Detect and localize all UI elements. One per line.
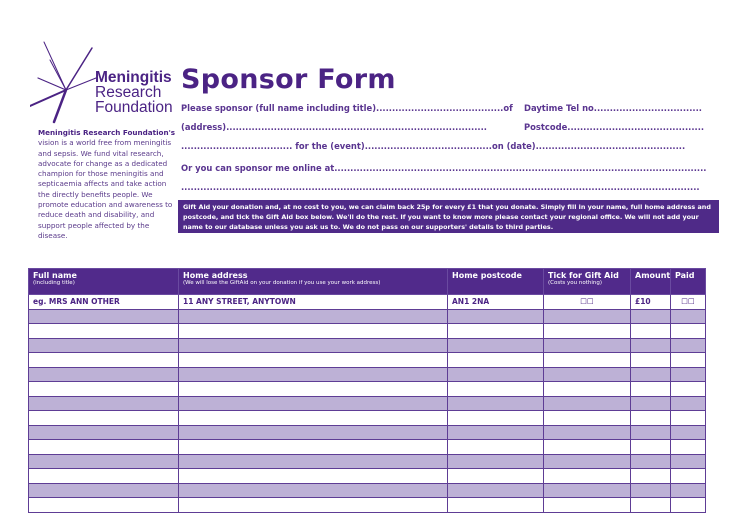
cell-home-address[interactable] — [179, 411, 448, 426]
table-row — [29, 353, 706, 368]
vision-text: vision is a world free from meningitis and sepsis. We fund vital research, advocate for change as a dedicated champion for those meningitis and septicaemia affects and take action the directly benefits people. We promote education and awareness to reduce death and disability, and support people affected by the disease. — [38, 138, 173, 240]
cell-home-address[interactable] — [179, 469, 448, 484]
example-home-address: 11 ANY STREET, ANYTOWN — [179, 295, 448, 310]
address-field[interactable]: (address).................................................................................. — [181, 122, 487, 132]
sponsor-name-field[interactable]: Please sponsor (full name including title)........................................of — [181, 103, 513, 113]
cell-full-name[interactable] — [29, 338, 179, 353]
example-paid: ☐☐ — [671, 295, 706, 310]
header-label: Home postcode — [452, 271, 522, 280]
cell-amount[interactable] — [631, 324, 671, 339]
cell-full-name[interactable] — [29, 425, 179, 440]
cell-full-name[interactable] — [29, 309, 179, 324]
event-date-field[interactable]: ................................... for the (event)........................................on (date)............................................... — [181, 141, 686, 151]
cell-home-postcode[interactable] — [448, 483, 544, 498]
cell-paid[interactable] — [671, 454, 706, 469]
cell-paid[interactable] — [671, 309, 706, 324]
online-url-field[interactable]: Or you can sponsor me online at..................................................................................................................... — [181, 163, 707, 173]
cell-paid[interactable] — [671, 425, 706, 440]
cell-home-postcode[interactable] — [448, 324, 544, 339]
header-sublabel: (including title) — [33, 280, 75, 286]
table-row — [29, 367, 706, 382]
cell-gift-aid[interactable] — [544, 309, 631, 324]
cell-amount[interactable] — [631, 425, 671, 440]
cell-amount[interactable] — [631, 483, 671, 498]
cell-home-address[interactable] — [179, 396, 448, 411]
header-sublabel: (We will lose the GiftAid on your donation if you use your work address) — [183, 280, 381, 286]
cell-full-name[interactable] — [29, 411, 179, 426]
logo-line2: Research — [95, 84, 162, 101]
header-label: Amount — [635, 271, 671, 280]
table-row — [29, 454, 706, 469]
cell-home-postcode[interactable] — [448, 454, 544, 469]
cell-paid[interactable] — [671, 469, 706, 484]
cell-amount[interactable] — [631, 440, 671, 455]
cell-home-postcode[interactable] — [448, 411, 544, 426]
cell-amount[interactable] — [631, 469, 671, 484]
cell-paid[interactable] — [671, 498, 706, 513]
cell-paid[interactable] — [671, 353, 706, 368]
cell-paid[interactable] — [671, 382, 706, 397]
cell-paid[interactable] — [671, 367, 706, 382]
cell-paid[interactable] — [671, 483, 706, 498]
cell-home-postcode[interactable] — [448, 309, 544, 324]
example-amount: £10 — [631, 295, 671, 310]
cell-home-address[interactable] — [179, 425, 448, 440]
cell-home-address[interactable] — [179, 309, 448, 324]
table-row — [29, 469, 706, 484]
cell-gift-aid[interactable] — [544, 353, 631, 368]
header-label: Full name — [33, 271, 77, 280]
table-row — [29, 309, 706, 324]
header-amount — [631, 269, 671, 295]
cell-amount[interactable] — [631, 338, 671, 353]
header-label: Paid — [675, 271, 695, 280]
cell-amount[interactable] — [631, 396, 671, 411]
cell-full-name[interactable] — [29, 367, 179, 382]
cell-gift-aid[interactable] — [544, 469, 631, 484]
cell-amount[interactable] — [631, 309, 671, 324]
example-home-postcode: AN1 2NA — [448, 295, 544, 310]
cell-amount[interactable] — [631, 411, 671, 426]
cell-amount[interactable] — [631, 498, 671, 513]
daytime-tel-field[interactable]: Daytime Tel no.................................. — [524, 103, 702, 113]
table-row — [29, 324, 706, 339]
logo-line3: Foundation — [95, 99, 173, 116]
cell-paid[interactable] — [671, 324, 706, 339]
cell-amount[interactable] — [631, 454, 671, 469]
table-row — [29, 338, 706, 353]
online-url-continued[interactable]: ................................................................................................................................................................... — [181, 182, 700, 192]
cell-paid[interactable] — [671, 411, 706, 426]
cell-home-address[interactable] — [179, 338, 448, 353]
cell-gift-aid[interactable] — [544, 324, 631, 339]
table-row — [29, 382, 706, 397]
cell-full-name[interactable] — [29, 454, 179, 469]
cell-full-name[interactable] — [29, 483, 179, 498]
cell-paid[interactable] — [671, 440, 706, 455]
header-sublabel: (Costs you nothing) — [548, 280, 602, 286]
vision-statement — [38, 128, 178, 241]
table-row — [29, 498, 706, 513]
header-label: Tick for Gift Aid — [548, 271, 619, 280]
example-gift-aid: ☐☐ — [544, 295, 631, 310]
postcode-field[interactable]: Postcode........................................... — [524, 122, 705, 132]
cell-amount[interactable] — [631, 353, 671, 368]
table-row — [29, 440, 706, 455]
page-title: Sponsor Form — [181, 64, 396, 95]
table-row — [29, 425, 706, 440]
cell-home-address[interactable] — [179, 367, 448, 382]
cell-home-postcode[interactable] — [448, 353, 544, 368]
cell-gift-aid[interactable] — [544, 440, 631, 455]
gift-aid-notice: Gift Aid your donation and, at no cost to you, we can claim back 25p for every £1 that you donate. Simply fill in your name, full home address and postcode, and tick the Gift Aid box below. We'll do the rest. If you want to know more please contact your regional office. We will not add your name to our database unless you ask us to. We do not pass on our supporters' details to third parties. — [178, 200, 719, 233]
vision-lead: Meningitis Research Foundation's — [38, 128, 176, 137]
cell-amount[interactable] — [631, 367, 671, 382]
header-home-postcode — [448, 269, 544, 295]
cell-gift-aid[interactable] — [544, 483, 631, 498]
header-full-name — [29, 269, 179, 295]
logo-starburst-icon — [30, 38, 102, 128]
header-home-address — [179, 269, 448, 295]
cell-home-postcode[interactable] — [448, 382, 544, 397]
table-row — [29, 396, 706, 411]
table-row — [29, 483, 706, 498]
cell-home-postcode[interactable] — [448, 440, 544, 455]
cell-paid[interactable] — [671, 396, 706, 411]
cell-home-postcode[interactable] — [448, 498, 544, 513]
header-paid — [671, 269, 706, 295]
cell-home-postcode[interactable] — [448, 425, 544, 440]
example-row — [29, 295, 706, 310]
cell-home-address[interactable] — [179, 382, 448, 397]
cell-gift-aid[interactable] — [544, 367, 631, 382]
cell-gift-aid[interactable] — [544, 338, 631, 353]
cell-home-address[interactable] — [179, 353, 448, 368]
cell-home-postcode[interactable] — [448, 469, 544, 484]
sponsor-table — [28, 268, 706, 513]
cell-home-address[interactable] — [179, 454, 448, 469]
table-row — [29, 411, 706, 426]
cell-gift-aid[interactable] — [544, 396, 631, 411]
cell-amount[interactable] — [631, 382, 671, 397]
cell-gift-aid[interactable] — [544, 498, 631, 513]
example-full-name: eg. MRS ANN OTHER — [29, 295, 179, 310]
cell-gift-aid[interactable] — [544, 425, 631, 440]
cell-full-name[interactable] — [29, 353, 179, 368]
header-gift-aid — [544, 269, 631, 295]
cell-home-address[interactable] — [179, 498, 448, 513]
cell-home-address[interactable] — [179, 440, 448, 455]
cell-full-name[interactable] — [29, 382, 179, 397]
cell-home-postcode[interactable] — [448, 367, 544, 382]
cell-paid[interactable] — [671, 338, 706, 353]
cell-full-name[interactable] — [29, 396, 179, 411]
cell-full-name[interactable] — [29, 440, 179, 455]
cell-home-postcode[interactable] — [448, 338, 544, 353]
logo-line1: Meningitis — [95, 69, 172, 86]
cell-full-name[interactable] — [29, 469, 179, 484]
logo-wordmark — [95, 70, 173, 115]
cell-home-address[interactable] — [179, 324, 448, 339]
cell-gift-aid[interactable] — [544, 454, 631, 469]
cell-gift-aid[interactable] — [544, 411, 631, 426]
cell-full-name[interactable] — [29, 324, 179, 339]
cell-home-address[interactable] — [179, 483, 448, 498]
cell-home-postcode[interactable] — [448, 396, 544, 411]
cell-gift-aid[interactable] — [544, 382, 631, 397]
cell-full-name[interactable] — [29, 498, 179, 513]
header-label: Home address — [183, 271, 248, 280]
